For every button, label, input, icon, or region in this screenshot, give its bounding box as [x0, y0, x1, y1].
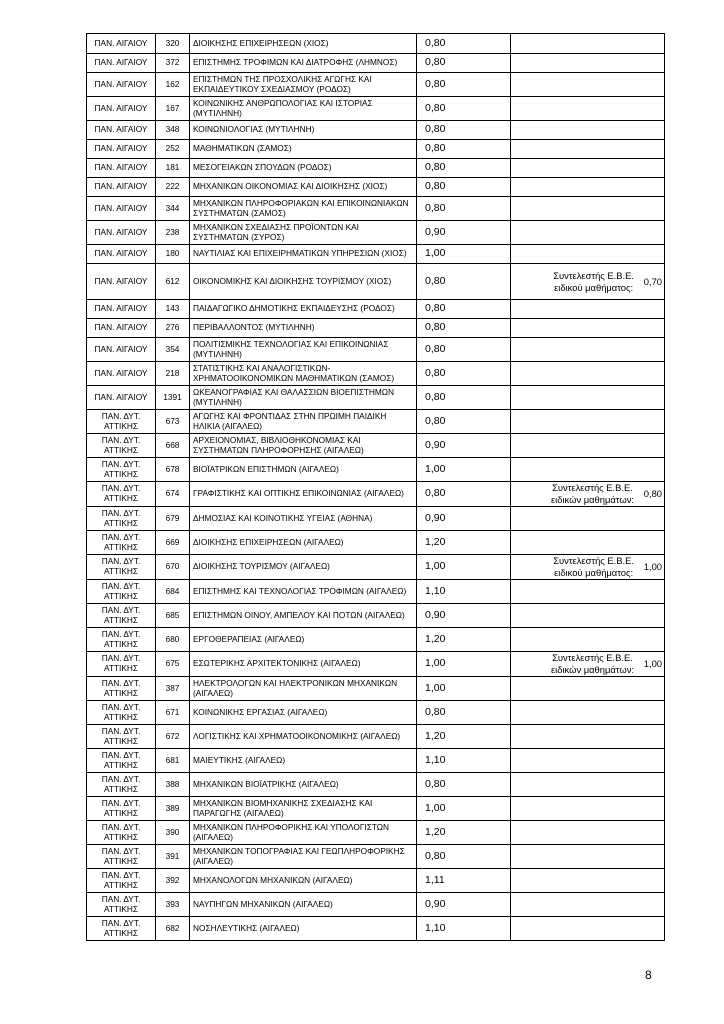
department-name-cell: ΓΡΑΦΙΣΤΙΚΗΣ ΚΑΙ ΟΠΤΙΚΗΣ ΕΠΙΚΟΙΝΩΝΙΑΣ (ΑΙΓΑΛΕΩ) — [190, 482, 417, 507]
special-coefficient-note — [513, 482, 662, 506]
coefficient-cell: 0,90 — [417, 221, 511, 245]
special-coefficient-cell — [511, 917, 665, 941]
coefficient-cell: 1,20 — [417, 628, 511, 652]
department-code-cell: 392 — [156, 869, 190, 893]
department-name-cell: ΜΗΧΑΝΙΚΩΝ ΤΟΠΟΓΡΑΦΙΑΣ ΚΑΙ ΓΕΩΠΛΗΡΟΦΟΡΙΚΗΣ (ΑΙΓΑΛΕΩ) — [190, 845, 417, 869]
university-cell: ΠΑΝ. ΑΙΓΑΙΟΥ — [87, 197, 156, 221]
department-code-cell: 276 — [156, 319, 190, 338]
university-cell: ΠΑΝ. ΑΙΓΑΙΟΥ — [87, 245, 156, 264]
university-cell: ΠΑΝ. ΑΙΓΑΙΟΥ — [87, 121, 156, 140]
special-coefficient-value: 0,80 — [643, 488, 662, 500]
table-row — [87, 34, 665, 54]
university-cell: ΠΑΝ. ΑΙΓΑΙΟΥ — [87, 34, 156, 54]
department-code-cell: 387 — [156, 677, 190, 701]
special-coefficient-cell — [511, 531, 665, 555]
table-row — [87, 73, 665, 97]
department-code-cell: 354 — [156, 338, 190, 362]
table-row — [87, 531, 665, 555]
special-coefficient-cell — [511, 221, 665, 245]
department-name-cell: ΜΑΙΕΥΤΙΚΗΣ (ΑΙΓΑΛΕΩ) — [190, 749, 417, 773]
special-coefficient-cell — [511, 73, 665, 97]
table-row — [87, 797, 665, 821]
department-code-cell: 674 — [156, 482, 190, 507]
special-coefficient-cell — [511, 773, 665, 797]
table-row — [87, 121, 665, 140]
special-coefficient-cell — [511, 555, 665, 580]
special-coefficient-cell — [511, 821, 665, 845]
coefficient-cell: 1,10 — [417, 917, 511, 941]
department-name-cell: ΠΕΡΙΒΑΛΛΟΝΤΟΣ (ΜΥΤΙΛΗΝΗ) — [190, 319, 417, 338]
special-coefficient-note — [513, 270, 662, 294]
coefficient-cell: 1,10 — [417, 580, 511, 604]
department-name-cell: ΜΗΧΑΝΟΛΟΓΩΝ ΜΗΧΑΝΙΚΩΝ (ΑΙΓΑΛΕΩ) — [190, 869, 417, 893]
table-row — [87, 749, 665, 773]
university-cell: ΠΑΝ. ΑΙΓΑΙΟΥ — [87, 362, 156, 386]
coefficient-cell: 0,80 — [417, 140, 511, 159]
university-cell: ΠΑΝ. ΔΥΤ. ΑΤΤΙΚΗΣ — [87, 652, 156, 677]
university-cell: ΠΑΝ. ΔΥΤ. ΑΤΤΙΚΗΣ — [87, 507, 156, 531]
special-coefficient-cell — [511, 725, 665, 749]
department-name-cell: ΔΙΟΙΚΗΣΗΣ ΕΠΙΧΕΙΡΗΣΕΩΝ (ΧΙΟΣ) — [190, 34, 417, 54]
special-coefficient-label-line1: Συντελεστής Ε.Β.Ε. — [552, 482, 633, 493]
university-cell: ΠΑΝ. ΔΥΤ. ΑΤΤΙΚΗΣ — [87, 410, 156, 434]
department-code-cell: 388 — [156, 773, 190, 797]
university-cell: ΠΑΝ. ΔΥΤ. ΑΤΤΙΚΗΣ — [87, 917, 156, 941]
department-name-cell: ΜΗΧΑΝΙΚΩΝ ΒΙΟΪΑΤΡΙΚΗΣ (ΑΙΓΑΛΕΩ) — [190, 773, 417, 797]
table-row — [87, 319, 665, 338]
table-row — [87, 652, 665, 677]
table-row — [87, 628, 665, 652]
special-coefficient-cell — [511, 604, 665, 628]
special-coefficient-cell — [511, 197, 665, 221]
coefficient-cell: 1,00 — [417, 797, 511, 821]
coefficient-cell: 1,11 — [417, 869, 511, 893]
department-code-cell: 143 — [156, 300, 190, 319]
special-coefficient-label — [551, 482, 634, 506]
table-row — [87, 140, 665, 159]
special-coefficient-cell — [511, 410, 665, 434]
special-coefficient-cell — [511, 458, 665, 482]
special-coefficient-cell — [511, 97, 665, 121]
coefficient-cell: 0,80 — [417, 410, 511, 434]
department-name-cell: ΜΗΧΑΝΙΚΩΝ ΠΛΗΡΟΦΟΡΙΚΗΣ ΚΑΙ ΥΠΟΛΟΓΙΣΤΩΝ (ΑΙΓΑΛΕΩ) — [190, 821, 417, 845]
university-cell: ΠΑΝ. ΔΥΤ. ΑΤΤΙΚΗΣ — [87, 893, 156, 917]
university-cell: ΠΑΝ. ΑΙΓΑΙΟΥ — [87, 338, 156, 362]
department-name-cell: ΜΗΧΑΝΙΚΩΝ ΣΧΕΔΙΑΣΗΣ ΠΡΟΪΟΝΤΩΝ ΚΑΙ ΣΥΣΤΗΜΑΤΩΝ (ΣΥΡΟΣ) — [190, 221, 417, 245]
special-coefficient-note — [513, 652, 662, 676]
university-cell: ΠΑΝ. ΔΥΤ. ΑΤΤΙΚΗΣ — [87, 701, 156, 725]
department-code-cell: 668 — [156, 434, 190, 458]
coefficient-cell: 1,00 — [417, 458, 511, 482]
coefficient-cell: 0,80 — [417, 178, 511, 197]
department-code-cell: 671 — [156, 701, 190, 725]
department-name-cell: ΕΠΙΣΤΗΜΩΝ ΟΙΝΟΥ, ΑΜΠΕΛΟΥ ΚΑΙ ΠΟΤΩΝ (ΑΙΓΑΛΕΩ) — [190, 604, 417, 628]
department-name-cell: ΜΗΧΑΝΙΚΩΝ ΒΙΟΜΗΧΑΝΙΚΗΣ ΣΧΕΔΙΑΣΗΣ ΚΑΙ ΠΑΡΑΓΩΓΗΣ (ΑΙΓΑΛΕΩ) — [190, 797, 417, 821]
special-coefficient-cell — [511, 677, 665, 701]
table-row — [87, 338, 665, 362]
special-coefficient-cell — [511, 845, 665, 869]
table-row — [87, 555, 665, 580]
special-coefficient-label-line2: ειδικού μαθήματος: — [554, 567, 634, 578]
table-row — [87, 410, 665, 434]
department-code-cell: 680 — [156, 628, 190, 652]
department-name-cell: ΕΣΩΤΕΡΙΚΗΣ ΑΡΧΙΤΕΚΤΟΝΙΚΗΣ (ΑΙΓΑΛΕΩ) — [190, 652, 417, 677]
department-code-cell: 390 — [156, 821, 190, 845]
university-cell: ΠΑΝ. ΔΥΤ. ΑΤΤΙΚΗΣ — [87, 773, 156, 797]
coefficient-cell: 0,80 — [417, 319, 511, 338]
coefficient-cell: 0,80 — [417, 73, 511, 97]
department-code-cell: 372 — [156, 54, 190, 73]
coefficient-cell: 0,80 — [417, 386, 511, 410]
table-row — [87, 386, 665, 410]
special-coefficient-cell — [511, 797, 665, 821]
table-row — [87, 604, 665, 628]
department-code-cell: 320 — [156, 34, 190, 54]
table-row — [87, 917, 665, 941]
department-code-cell: 167 — [156, 97, 190, 121]
university-cell: ΠΑΝ. ΔΥΤ. ΑΤΤΙΚΗΣ — [87, 580, 156, 604]
university-cell: ΠΑΝ. ΔΥΤ. ΑΤΤΙΚΗΣ — [87, 845, 156, 869]
coefficient-cell: 0,90 — [417, 507, 511, 531]
special-coefficient-cell — [511, 652, 665, 677]
coefficient-cell: 1,00 — [417, 245, 511, 264]
table-row — [87, 869, 665, 893]
department-name-cell: ΕΠΙΣΤΗΜΗΣ ΚΑΙ ΤΕΧΝΟΛΟΓΙΑΣ ΤΡΟΦΙΜΩΝ (ΑΙΓΑΛΕΩ) — [190, 580, 417, 604]
department-code-cell: 389 — [156, 797, 190, 821]
coefficient-cell: 0,80 — [417, 97, 511, 121]
department-code-cell: 685 — [156, 604, 190, 628]
university-cell: ΠΑΝ. ΑΙΓΑΙΟΥ — [87, 54, 156, 73]
department-name-cell: ΒΙΟΪΑΤΡΙΚΩΝ ΕΠΙΣΤΗΜΩΝ (ΑΙΓΑΛΕΩ) — [190, 458, 417, 482]
table-row — [87, 507, 665, 531]
department-name-cell: ΠΟΛΙΤΙΣΜΙΚΗΣ ΤΕΧΝΟΛΟΓΙΑΣ ΚΑΙ ΕΠΙΚΟΙΝΩΝΙΑΣ (ΜΥΤΙΛΗΝΗ) — [190, 338, 417, 362]
coefficient-cell: 1,20 — [417, 725, 511, 749]
department-name-cell: ΝΟΣΗΛΕΥΤΙΚΗΣ (ΑΙΓΑΛΕΩ) — [190, 917, 417, 941]
coefficient-cell: 0,80 — [417, 121, 511, 140]
department-name-cell: ΜΗΧΑΝΙΚΩΝ ΠΛΗΡΟΦΟΡΙΑΚΩΝ ΚΑΙ ΕΠΙΚΟΙΝΩΝΙΑΚΩΝ ΣΥΣΤΗΜΑΤΩΝ (ΣΑΜΟΣ) — [190, 197, 417, 221]
university-cell: ΠΑΝ. ΑΙΓΑΙΟΥ — [87, 73, 156, 97]
special-coefficient-value: 1,00 — [643, 561, 662, 573]
department-name-cell: ΚΟΙΝΩΝΙΚΗΣ ΑΝΘΡΩΠΟΛΟΓΙΑΣ ΚΑΙ ΙΣΤΟΡΙΑΣ (ΜΥΤΙΛΗΝΗ) — [190, 97, 417, 121]
special-coefficient-label-line2: ειδικών μαθημάτων: — [550, 494, 634, 505]
coefficient-cell: 0,80 — [417, 54, 511, 73]
special-coefficient-note — [513, 555, 662, 579]
coefficient-cell: 0,80 — [417, 845, 511, 869]
department-code-cell: 679 — [156, 507, 190, 531]
department-name-cell: ΔΙΟΙΚΗΣΗΣ ΤΟΥΡΙΣΜΟΥ (ΑΙΓΑΛΕΩ) — [190, 555, 417, 580]
special-coefficient-cell — [511, 701, 665, 725]
table-row — [87, 159, 665, 178]
special-coefficient-cell — [511, 264, 665, 300]
table-row — [87, 821, 665, 845]
coefficient-cell: 0,80 — [417, 300, 511, 319]
university-cell: ΠΑΝ. ΑΙΓΑΙΟΥ — [87, 140, 156, 159]
department-code-cell: 681 — [156, 749, 190, 773]
department-name-cell: ΜΕΣΟΓΕΙΑΚΩΝ ΣΠΟΥΔΩΝ (ΡΟΔΟΣ) — [190, 159, 417, 178]
table-body — [87, 34, 665, 941]
special-coefficient-cell — [511, 869, 665, 893]
coefficient-cell: 1,00 — [417, 555, 511, 580]
university-cell: ΠΑΝ. ΔΥΤ. ΑΤΤΙΚΗΣ — [87, 434, 156, 458]
coefficient-cell: 0,80 — [417, 197, 511, 221]
coefficient-cell: 0,80 — [417, 482, 511, 507]
department-code-cell: 1391 — [156, 386, 190, 410]
table-row — [87, 434, 665, 458]
table-row — [87, 482, 665, 507]
special-coefficient-value: 1,00 — [643, 658, 662, 670]
university-cell: ΠΑΝ. ΔΥΤ. ΑΤΤΙΚΗΣ — [87, 604, 156, 628]
table-row — [87, 264, 665, 300]
coefficient-cell: 0,80 — [417, 34, 511, 54]
special-coefficient-cell — [511, 178, 665, 197]
coefficient-cell: 1,20 — [417, 531, 511, 555]
table-row — [87, 221, 665, 245]
university-cell: ΠΑΝ. ΑΙΓΑΙΟΥ — [87, 97, 156, 121]
department-name-cell: ΚΟΙΝΩΝΙΚΗΣ ΕΡΓΑΣΙΑΣ (ΑΙΓΑΛΕΩ) — [190, 701, 417, 725]
department-name-cell: ΝΑΥΠΗΓΩΝ ΜΗΧΑΝΙΚΩΝ (ΑΙΓΑΛΕΩ) — [190, 893, 417, 917]
special-coefficient-cell — [511, 245, 665, 264]
university-cell: ΠΑΝ. ΔΥΤ. ΑΤΤΙΚΗΣ — [87, 482, 156, 507]
coefficients-table — [86, 33, 665, 941]
coefficient-cell: 1,00 — [417, 677, 511, 701]
coefficient-cell: 0,90 — [417, 434, 511, 458]
university-cell: ΠΑΝ. ΑΙΓΑΙΟΥ — [87, 319, 156, 338]
department-name-cell: ΕΡΓΟΘΕΡΑΠΕΙΑΣ (ΑΙΓΑΛΕΩ) — [190, 628, 417, 652]
department-code-cell: 391 — [156, 845, 190, 869]
table-row — [87, 54, 665, 73]
department-code-cell: 344 — [156, 197, 190, 221]
department-code-cell: 670 — [156, 555, 190, 580]
coefficient-cell: 0,80 — [417, 701, 511, 725]
department-name-cell: ΣΤΑΤΙΣΤΙΚΗΣ ΚΑΙ ΑΝΑΛΟΓΙΣΤΙΚΩΝ-ΧΡΗΜΑΤΟΟΙΚΟΝΟΜΙΚΩΝ ΜΑΘΗΜΑΤΙΚΩΝ (ΣΑΜΟΣ) — [190, 362, 417, 386]
department-code-cell: 181 — [156, 159, 190, 178]
table-row — [87, 245, 665, 264]
special-coefficient-cell — [511, 482, 665, 507]
table-row — [87, 845, 665, 869]
department-code-cell: 162 — [156, 73, 190, 97]
department-name-cell: ΛΟΓΙΣΤΙΚΗΣ ΚΑΙ ΧΡΗΜΑΤΟΟΙΚΟΝΟΜΙΚΗΣ (ΑΙΓΑΛΕΩ) — [190, 725, 417, 749]
special-coefficient-cell — [511, 580, 665, 604]
table-row — [87, 893, 665, 917]
special-coefficient-cell — [511, 893, 665, 917]
university-cell: ΠΑΝ. ΑΙΓΑΙΟΥ — [87, 178, 156, 197]
department-code-cell: 252 — [156, 140, 190, 159]
department-code-cell: 669 — [156, 531, 190, 555]
special-coefficient-cell — [511, 300, 665, 319]
page-number: 8 — [645, 968, 652, 982]
university-cell: ΠΑΝ. ΔΥΤ. ΑΤΤΙΚΗΣ — [87, 749, 156, 773]
university-cell: ΠΑΝ. ΑΙΓΑΙΟΥ — [87, 300, 156, 319]
special-coefficient-label-line2: ειδικού μαθήματος: — [554, 281, 634, 293]
university-cell: ΠΑΝ. ΔΥΤ. ΑΤΤΙΚΗΣ — [87, 725, 156, 749]
special-coefficient-cell — [511, 507, 665, 531]
table-row — [87, 300, 665, 319]
department-code-cell: 348 — [156, 121, 190, 140]
coefficient-cell: 0,90 — [417, 893, 511, 917]
department-name-cell: ΔΙΟΙΚΗΣΗΣ ΕΠΙΧΕΙΡΗΣΕΩΝ (ΑΙΓΑΛΕΩ) — [190, 531, 417, 555]
university-cell: ΠΑΝ. ΑΙΓΑΙΟΥ — [87, 386, 156, 410]
special-coefficient-label — [553, 555, 634, 579]
special-coefficient-cell — [511, 434, 665, 458]
department-name-cell: ΝΑΥΤΙΛΙΑΣ ΚΑΙ ΕΠΙΧΕΙΡΗΜΑΤΙΚΩΝ ΥΠΗΡΕΣΙΩΝ (ΧΙΟΣ) — [190, 245, 417, 264]
table-row — [87, 97, 665, 121]
table-row — [87, 458, 665, 482]
table-row — [87, 701, 665, 725]
special-coefficient-label-line1: Συντελεστής Ε.Β.Ε. — [553, 269, 634, 281]
department-code-cell: 678 — [156, 458, 190, 482]
special-coefficient-label — [551, 652, 634, 676]
table-row — [87, 362, 665, 386]
university-cell: ΠΑΝ. ΑΙΓΑΙΟΥ — [87, 221, 156, 245]
table-row — [87, 580, 665, 604]
department-code-cell: 222 — [156, 178, 190, 197]
table-row — [87, 725, 665, 749]
department-code-cell: 238 — [156, 221, 190, 245]
table-row — [87, 773, 665, 797]
special-coefficient-cell — [511, 121, 665, 140]
department-code-cell: 682 — [156, 917, 190, 941]
table-row — [87, 677, 665, 701]
department-name-cell: ΜΗΧΑΝΙΚΩΝ ΟΙΚΟΝΟΜΙΑΣ ΚΑΙ ΔΙΟΙΚΗΣΗΣ (ΧΙΟΣ) — [190, 178, 417, 197]
special-coefficient-cell — [511, 749, 665, 773]
department-code-cell: 675 — [156, 652, 190, 677]
special-coefficient-cell — [511, 159, 665, 178]
department-code-cell: 180 — [156, 245, 190, 264]
department-code-cell: 672 — [156, 725, 190, 749]
department-name-cell: ΔΗΜΟΣΙΑΣ ΚΑΙ ΚΟΙΝΟΤΙΚΗΣ ΥΓΕΙΑΣ (ΑΘΗΝΑ) — [190, 507, 417, 531]
coefficient-cell: 0,80 — [417, 773, 511, 797]
coefficient-cell: 0,90 — [417, 604, 511, 628]
department-name-cell: ΗΛΕΚΤΡΟΛΟΓΩΝ ΚΑΙ ΗΛΕΚΤΡΟΝΙΚΩΝ ΜΗΧΑΝΙΚΩΝ (ΑΙΓΑΛΕΩ) — [190, 677, 417, 701]
department-code-cell: 684 — [156, 580, 190, 604]
department-code-cell: 393 — [156, 893, 190, 917]
department-name-cell: ΑΡΧΕΙΟΝΟΜΙΑΣ, ΒΙΒΛΙΟΘΗΚΟΝΟΜΙΑΣ ΚΑΙ ΣΥΣΤΗΜΑΤΩΝ ΠΛΗΡΟΦΟΡΗΣΗΣ (ΑΙΓΑΛΕΩ) — [190, 434, 417, 458]
coefficient-cell: 1,10 — [417, 749, 511, 773]
department-name-cell: ΕΠΙΣΤΗΜΗΣ ΤΡΟΦΙΜΩΝ ΚΑΙ ΔΙΑΤΡΟΦΗΣ (ΛΗΜΝΟΣ) — [190, 54, 417, 73]
coefficient-cell: 0,80 — [417, 264, 511, 300]
university-cell: ΠΑΝ. ΔΥΤ. ΑΤΤΙΚΗΣ — [87, 458, 156, 482]
special-coefficient-label-line1: Συντελεστής Ε.Β.Ε. — [553, 555, 634, 566]
special-coefficient-label-line1: Συντελεστής Ε.Β.Ε. — [552, 652, 633, 663]
department-name-cell: ΜΑΘΗΜΑΤΙΚΩΝ (ΣΑΜΟΣ) — [190, 140, 417, 159]
university-cell: ΠΑΝ. ΔΥΤ. ΑΤΤΙΚΗΣ — [87, 869, 156, 893]
special-coefficient-cell — [511, 386, 665, 410]
university-cell: ΠΑΝ. ΔΥΤ. ΑΤΤΙΚΗΣ — [87, 555, 156, 580]
coefficient-cell: 0,80 — [417, 159, 511, 178]
department-name-cell: ΟΙΚΟΝΟΜΙΚΗΣ ΚΑΙ ΔΙΟΙΚΗΣΗΣ ΤΟΥΡΙΣΜΟΥ (ΧΙΟΣ) — [190, 264, 417, 300]
coefficient-cell: 1,20 — [417, 821, 511, 845]
special-coefficient-cell — [511, 140, 665, 159]
department-name-cell: ΠΑΙΔΑΓΩΓΙΚΟ ΔΗΜΟΤΙΚΗΣ ΕΚΠΑΙΔΕΥΣΗΣ (ΡΟΔΟΣ) — [190, 300, 417, 319]
university-cell: ΠΑΝ. ΔΥΤ. ΑΤΤΙΚΗΣ — [87, 531, 156, 555]
department-name-cell: ΕΠΙΣΤΗΜΩΝ ΤΗΣ ΠΡΟΣΧΟΛΙΚΗΣ ΑΓΩΓΗΣ ΚΑΙ ΕΚΠΑΙΔΕΥΤΙΚΟΥ ΣΧΕΔΙΑΣΜΟΥ (ΡΟΔΟΣ) — [190, 73, 417, 97]
university-cell: ΠΑΝ. ΑΙΓΑΙΟΥ — [87, 159, 156, 178]
department-name-cell: ΩΚΕΑΝΟΓΡΑΦΙΑΣ ΚΑΙ ΘΑΛΑΣΣΙΩΝ ΒΙΟΕΠΙΣΤΗΜΩΝ (ΜΥΤΙΛΗΝΗ) — [190, 386, 417, 410]
university-cell: ΠΑΝ. ΔΥΤ. ΑΤΤΙΚΗΣ — [87, 797, 156, 821]
department-name-cell: ΚΟΙΝΩΝΙΟΛΟΓΙΑΣ (ΜΥΤΙΛΗΝΗ) — [190, 121, 417, 140]
special-coefficient-cell — [511, 34, 665, 54]
special-coefficient-cell — [511, 628, 665, 652]
special-coefficient-cell — [511, 338, 665, 362]
university-cell: ΠΑΝ. ΔΥΤ. ΑΤΤΙΚΗΣ — [87, 677, 156, 701]
coefficient-cell: 1,00 — [417, 652, 511, 677]
department-code-cell: 612 — [156, 264, 190, 300]
special-coefficient-value: 0,70 — [643, 275, 662, 287]
university-cell: ΠΑΝ. ΑΙΓΑΙΟΥ — [87, 264, 156, 300]
table-row — [87, 178, 665, 197]
coefficient-cell: 0,80 — [417, 338, 511, 362]
special-coefficient-cell — [511, 362, 665, 386]
special-coefficient-cell — [511, 319, 665, 338]
special-coefficient-cell — [511, 54, 665, 73]
special-coefficient-label-line2: ειδικών μαθημάτων: — [550, 664, 634, 675]
university-cell: ΠΑΝ. ΔΥΤ. ΑΤΤΙΚΗΣ — [87, 628, 156, 652]
department-name-cell: ΑΓΩΓΗΣ ΚΑΙ ΦΡΟΝΤΙΔΑΣ ΣΤΗΝ ΠΡΩΙΜΗ ΠΑΙΔΙΚΗ ΗΛΙΚΙΑ (ΑΙΓΑΛΕΩ) — [190, 410, 417, 434]
department-code-cell: 218 — [156, 362, 190, 386]
special-coefficient-label — [553, 270, 634, 294]
university-cell: ΠΑΝ. ΔΥΤ. ΑΤΤΙΚΗΣ — [87, 821, 156, 845]
department-code-cell: 673 — [156, 410, 190, 434]
coefficient-cell: 0,80 — [417, 362, 511, 386]
table-row — [87, 197, 665, 221]
